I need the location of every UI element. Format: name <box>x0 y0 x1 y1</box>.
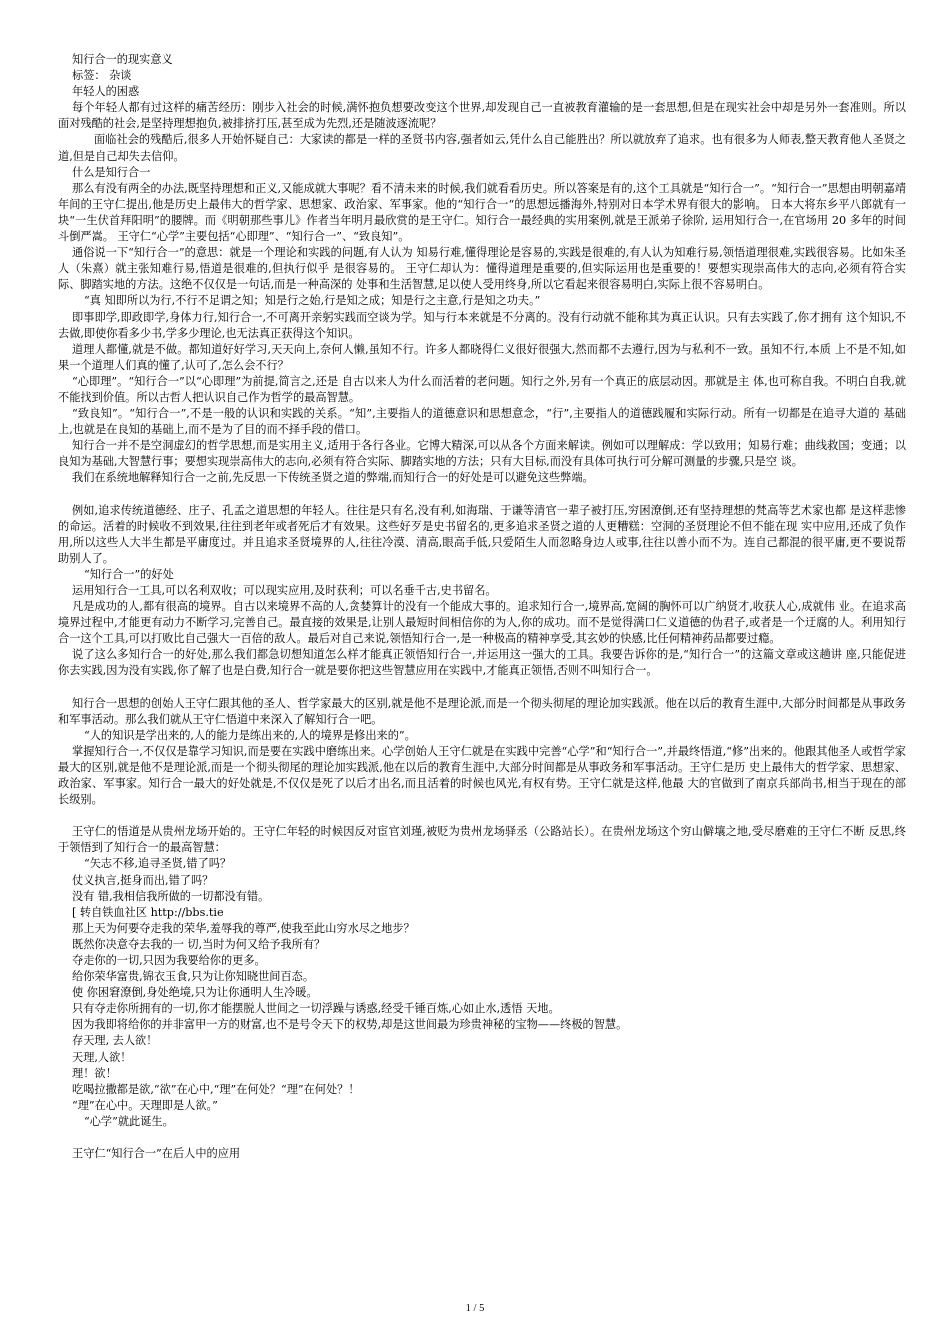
paragraph: “矢志不移,追寻圣贤,错了吗？ <box>84 857 232 871</box>
blank-line <box>58 487 906 503</box>
paragraph: 凡是成功的人,都有很高的境界。自古以来境界不高的人,贪婪算计的没有一个能成大事的。追求知行合一,境界高,宽阔的胸怀可以广纳贤才,收获人心,成就伟 业。在追求高境界过程中,才能更有动力不断学习,完善自己。最直接的效果是,让别人最短时间相信你的为人,你的成功。而不是觉得满口仁义道德的伪君子,或者是一个迂腐的人。利用知行合一这个工具,可以打败比自己强大一百倍的敌人。最后对自己来说,领悟知行合一,是一种极高的精神享受,其玄妙的快感,比任何精神药品都要过瘾。 <box>58 600 906 646</box>
paragraph: “人的知识是学出来的,人的能力是练出来的,人的境界是修出来的”。 <box>84 728 416 742</box>
paragraph: 夺走你的一切,只因为我要给你的更多。 <box>72 953 266 967</box>
paragraph: 通俗说一下“知行合一”的意思：就是一个理论和实践的问题,有人认为 知易行难,懂得理论是容易的,实践是很难的,有人认为知难行易,领悟道理很难,实践很容易。比如朱圣人（朱熹）就主张知难行易,悟道是很难的,但执行似乎 是很容易的。 王守仁却认为：懂得道理是重要的,但实际运用也是重要的！要想实现崇高伟大的志向,必须有符合实际、脚踏实地的方法。这绝不仅仅是一句话,而是一种高深的 处事和生活智慧,足以使人受用终身,所以它看起来很容易明白,实际上很不容易明白。 <box>58 246 906 292</box>
paragraph: 天理,人欲！ <box>72 1050 132 1064</box>
paragraph: 因为我即将给你的并非富甲一方的财富,也不是号令天下的权势,却是这世间最为珍贵神秘的宝物——终极的智慧。 <box>72 1018 628 1032</box>
paragraph: 说了这么多知行合一的好处,那么我们都急切想知道怎么样才能真正领悟知行合一,并运用这一强大的工具。我要告诉你的是,“知行合一”的这篇文章或这趟讲 座,只能促进你去实践,因为没有实践,你了解了也是白费,知行合一就是要你把这些智慧应用在实践中,才能真正领悟,否则不叫知行合一。 <box>58 648 906 678</box>
paragraph: “心即理”。“知行合一”以“心即理”为前提,简言之,还是 自古以来人为什么而活着的老问题。知行之外,另有一个真正的底层动因。那就是主 体,也可称自我。不明白自我,就不能找到价值。所以古哲人把认识自己作为哲学的最高智慧。 <box>58 374 906 404</box>
paragraph: 吃喝拉撒都是欲,“欲”在心中,“理”在何处？“理”在何处？！ <box>72 1082 360 1096</box>
paragraph: “真 知即所以为行,不行不足谓之知；知是行之始,行是知之成；知是行之主意,行是知之功夫。” <box>84 294 541 308</box>
paragraph: 即事即学,即政即学,身体力行,知行合一,不可离开亲躬实践而空谈为学。知与行本来就是不分离的。没有行动就不能称其为真正认识。只有去实践了,你才拥有 这个知识,不去做,即使你看多少书,学多少理论,也无法真正获得这个知识。 <box>58 310 906 340</box>
paragraph: “心学”就此诞生。 <box>84 1114 174 1128</box>
paragraph: 我们在系统地解释知行合一之前,先反思一下传统圣贤之道的弊端,而知行合一的好处是可以避免这些弊端。 <box>72 471 594 485</box>
document-body <box>58 52 906 1162</box>
blank-line <box>58 680 906 696</box>
paragraph: [ 转自铁血社区 http://bbs.tie <box>72 905 224 919</box>
paragraph: 只有夺走你所拥有的一切,你才能摆脱人世间之一切浮躁与诱惑,经受千锤百炼,心如止水,透悟 天地。 <box>72 1002 560 1016</box>
paragraph: 既然你决意夺去我的一 切,当时为何又给予我所有？ <box>72 937 326 951</box>
paragraph: 知行合一并不是空洞虚幻的哲学思想,而是实用主义,适用于各行各业。它博大精深,可以从各个方面来解读。例如可以理解成：学以致用；知易行难；曲线救国；变通；以良知为基础,大智慧行事；要想实现崇高伟大的志向,必须有符合实际、脚踏实地的方法；只有大目标,而没有具体可执行可分解可测量的步骤,只是空 谈。 <box>58 439 906 469</box>
paragraph: 什么是知行合一 <box>72 165 151 179</box>
paragraph: 掌握知行合一,不仅仅是靠学习知识,而是要在实践中磨练出来。心学创始人王守仁就是在实践中完善“心学”和“知行合一”,并最终悟道,“修”出来的。他跟其他圣人或哲学家最大的区别,就是他不是理论派,而是一个彻头彻尾的理论加实践派,他在以后的教育生涯中,大部分时间都是从事政务和军事活动。王守仁是历 史上最伟大的哲学家、思想家、政治家、军事家。知行合一最大的好处就是,不仅仅是死了以后才出名,而且活着的时候也风光,有权有势。王守仁就是这样,他最 大的官做到了南京兵部尚书,相当于现在的部长级别。 <box>58 744 906 807</box>
paragraph: 王守仁的悟道是从贵州龙场开始的。王守仁年轻的时候因反对宦官刘瑾,被贬为贵州龙场驿丞（公路站长）。在贵州龙场这个穷山僻壤之地,受尽磨难的王守仁不断 反思,终于领悟到了知行合一的最高智慧： <box>58 825 906 855</box>
paragraph: 那么有没有两全的办法,既坚持理想和正义,又能成就大事呢？看不清未来的时候,我们就看看历史。所以答案是有的,这个工具就是“知行合一”。“知行合一”思想由明朝嘉靖年间的王守仁提出,他是历史上最伟大的哲学家、思想家、政治家、军事家。他的“知行合一“的思想远播海外,特别对日本学术界有很大的影响。 日本大将东乡平八郎就有一块“一生伏首拜阳明”的腰牌。而《明朝那些事儿》作者当年明月最欣赏的是王守仁。知行合一最经典的实用案例,就是王派弟子徐阶, 运用知行合一,在官场用 20 多年的时间斗倒严嵩。 王守仁“心学”主要包括“心即理”、“知行合一”、“致良知”。 <box>58 181 906 244</box>
paragraph: 每个年轻人都有过这样的痛苦经历：刚步入社会的时候,满怀抱负想要改变这个世界,却发现自己一直被教育灌输的是一套思想,但是在现实社会中却是另外一套准则。所以面对残酷的社会,是坚持理想抱负,被排挤打压,甚至成为先烈,还是随波逐流呢？ <box>58 101 906 131</box>
paragraph: 存天理, 去人欲！ <box>72 1034 158 1048</box>
paragraph: 仗义执言,挺身而出,错了吗？ <box>72 873 214 887</box>
page-number: 1 / 5 <box>465 1303 485 1314</box>
paragraph: 道理人都懂,就是不做。都知道好好学习,天天向上,奈何人懒,虽知不行。许多人都晓得仁义很好很强大,然而都不去遵行,因为与私利不一致。虽知不行,本质 上不是不知,如果一个道理人们真的懂了,认可了,怎么会不行？ <box>58 342 906 372</box>
paragraph: 面临社会的残酷后,很多人开始怀疑自己：大家读的都是一样的圣贤书内容,强者如云,凭什么自己能胜出？所以就放弃了追求。也有很多为人师表,整天教育他人圣贤之道,但是自己却失去信仰。 <box>58 133 906 163</box>
blank-line <box>58 1130 906 1146</box>
paragraph: “理”在心中。天理即是人欲。” <box>72 1098 218 1112</box>
paragraph: 理！欲！ <box>72 1066 117 1080</box>
paragraph: 那上天为何要夺走我的荣华,羞辱我的尊严,使我至此山穷水尽之地步？ <box>72 921 415 935</box>
paragraph: 例如,追求传统道德经、庄子、孔孟之道思想的年轻人。往往是只有名,没有利,如海瑞、于谦等清官一辈子被打压,穷困潦倒,还有坚持理想的梵高等艺术家也都 是这样悲惨的命运。活着的时候收不到效果,往往到老年或者死后才有效果。这些好歹是史书留名的,更多追求圣贤之道的人更糟糕：空洞的圣贤理论不但不能在现 实中应用,还成了负作用,所以这些人大半生都是平庸度过。并且追求圣贤境界的人,往往冷漠、清高,眼高手低,只爱陌生人而忽略身边人或事,往往以善小而不为。连自己都混的很平庸,更不要说帮助别人了。 <box>58 503 906 565</box>
blank-line <box>58 808 906 824</box>
paragraph: 运用知行合一工具,可以名利双收；可以现实应用,及时获利；可以名垂千古,史书留名。 <box>72 584 497 597</box>
paragraph: 王守仁“知行合一”在后人中的应用 <box>72 1147 241 1160</box>
paragraph: 标签： 杂谈 <box>72 69 132 83</box>
paragraph: 没有 错,我相信我所做的一切都没有错。 <box>72 889 270 903</box>
paragraph: 使 你困窘潦倒,身处绝境,只为让你通明人生冷暖。 <box>72 986 318 1000</box>
paragraph: 年轻人的困惑 <box>72 85 140 99</box>
paragraph: “致良知”。“知行合一”,不是一般的认识和实践的关系。“知”,主要指人的道德意识和思想意念，“行”,主要指人的道德践履和实际行动。所有一切都是在追寻大道的 基础上,也就是在良知的基础上,而不是为了目的而不择手段的借口。 <box>58 407 906 437</box>
paragraph: 知行合一的现实意义 <box>72 53 173 66</box>
paragraph: 知行合一思想的创始人王守仁跟其他的圣人、哲学家最大的区别,就是他不是理论派,而是一个彻头彻尾的理论加实践派。他在以后的教育生涯中,大部分时间都是从事政务和军事活动。那么我们就从王守仁悟道中来深入了解知行合一吧。 <box>58 696 906 726</box>
paragraph: “知行合一”的好处 <box>84 567 174 581</box>
paragraph: 给你荣华富贵,锦衣玉食,只为让你知晓世间百态。 <box>72 970 315 984</box>
